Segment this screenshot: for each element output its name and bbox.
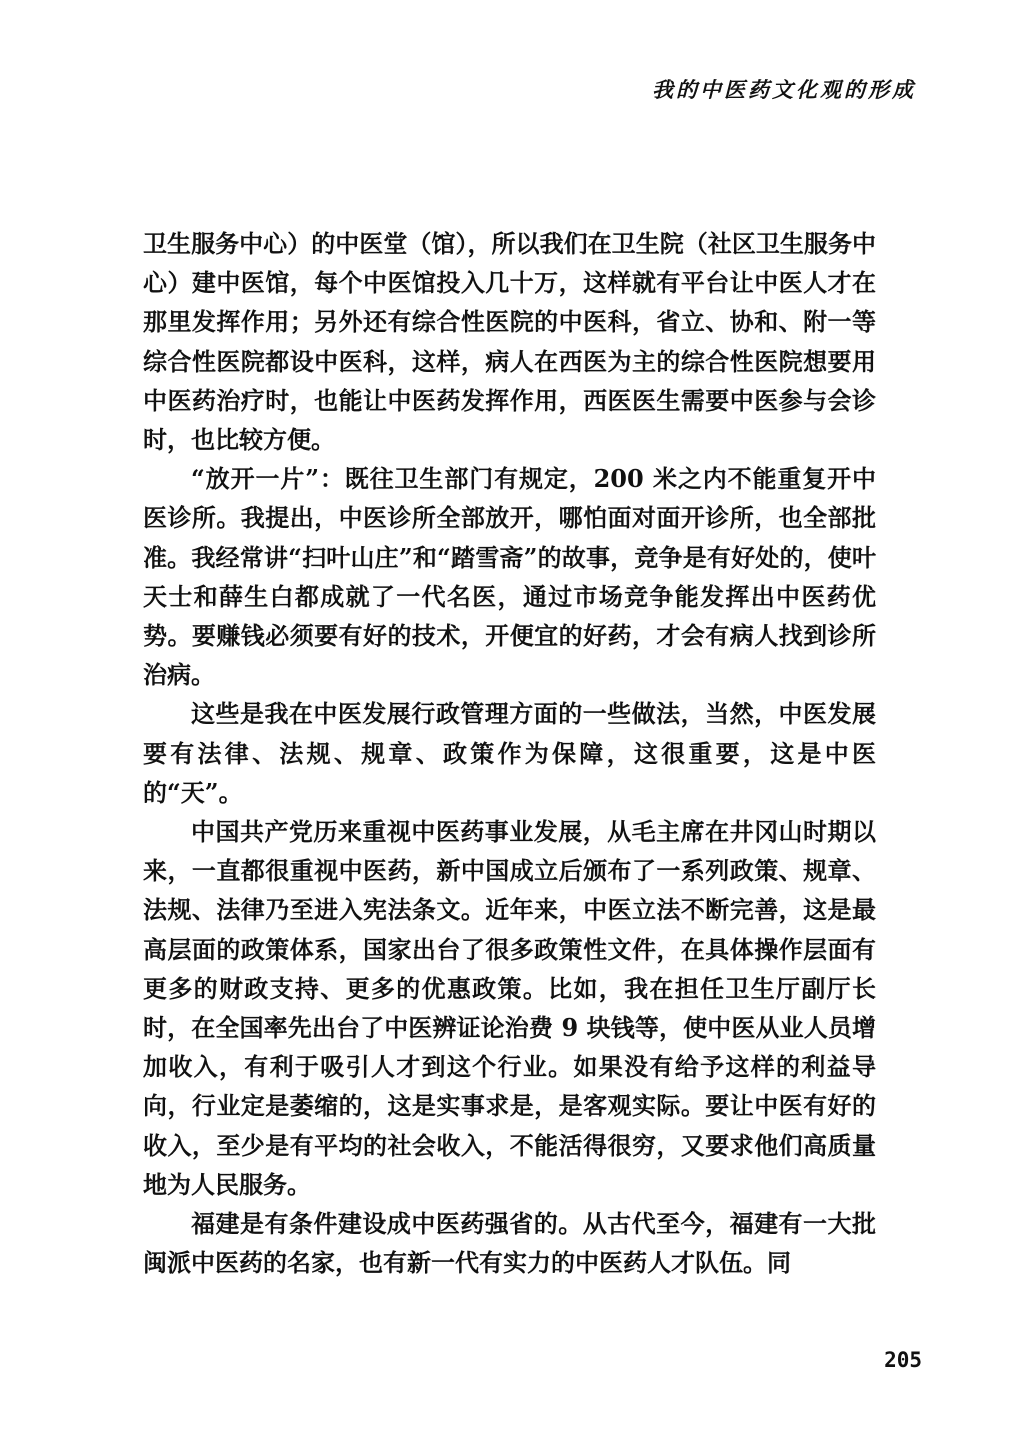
page-number: 205 bbox=[884, 1348, 922, 1372]
running-header-title: 我的中医药文化观的形成 bbox=[652, 77, 916, 102]
paragraph: 中国共产党历来重视中医药事业发展，从毛主席在井冈山时期以来，一直都很重视中医药，新中国成立后颁布了一系列政策、规章、法规、法律乃至进入宪法条文。近年来，中医立法不断完善，这是最高层面的政策体系，国家出台了很多政策性文件，在具体操作层面有更多的财政支持、更多的优惠政策。比如，我在担任卫生厅副厅长时，在全国率先出台了中医辨证论治费 9 块钱等，使中医从业人员增加收入，有利于吸引人才到这个行业。如果没有给予这样的利益导向，行业定是萎缩的，这是实事求是，是客观实际。要让中医有好的收入，至少是有平均的社会收入，不能活得很穷，又要求他们高质量地为人民服务。 bbox=[143, 817, 876, 1199]
paragraph: 卫生服务中心）的中医堂（馆），所以我们在卫生院（社区卫生服务中心）建中医馆，每个中医馆投入几十万，这样就有平台让中医人才在那里发挥作用；另外还有综合性医院的中医科，省立、协和、附一等综合性医院都设中医科，这样，病人在西医为主的综合性医院想要用中医药治疗时，也能让中医药发挥作用，西医医生需要中医参与会诊时，也比较方便。 bbox=[143, 229, 876, 455]
paragraph: 这些是我在中医发展行政管理方面的一些做法，当然，中医发展要有法律、法规、规章、政策作为保障，这很重要，这是中医的“天”。 bbox=[143, 699, 876, 807]
body-text bbox=[143, 224, 876, 1282]
paragraph: 福建是有条件建设成中医药强省的。从古代至今，福建有一大批闽派中医药的名家，也有新一代有实力的中医药人才队伍。同 bbox=[143, 1209, 876, 1278]
paragraph: “放开一片”：既往卫生部门有规定，200 米之内不能重复开中医诊所。我提出，中医诊所全部放开，哪怕面对面开诊所，也全部批准。我经常讲“扫叶山庄”和“踏雪斋”的故事，竞争是有好处的，使叶天士和薛生白都成就了一代名医，通过市场竞争能发挥出中医药优势。要赚钱必须要有好的技术，开便宜的好药，才会有病人找到诊所治病。 bbox=[143, 464, 876, 690]
